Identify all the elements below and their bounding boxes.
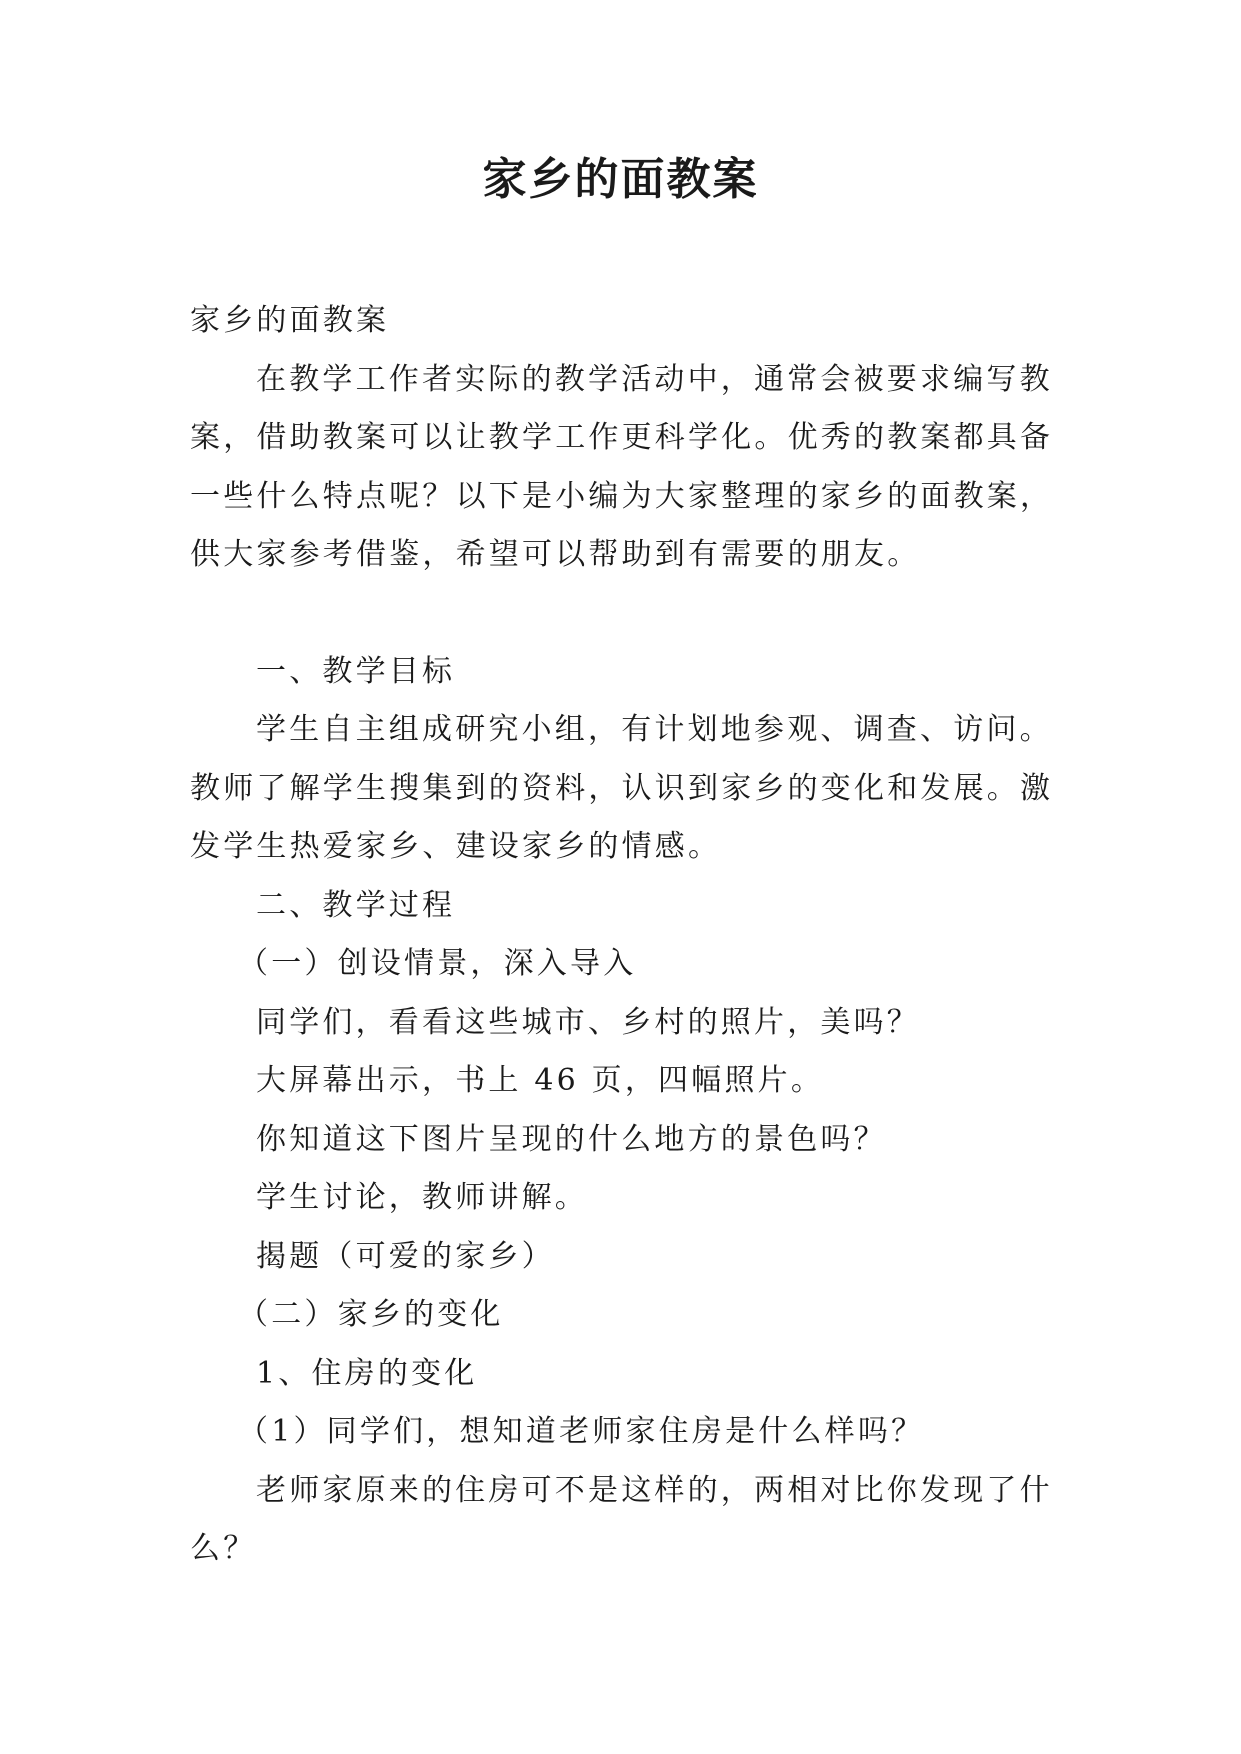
blank-line: [190, 585, 1060, 643]
subtitle-line: 家乡的面教案: [190, 303, 390, 338]
process-line: 揭题（可爱的家乡）: [256, 1238, 555, 1274]
process-line: 大屏幕出示，书上 46 页，四幅照片。: [256, 1063, 825, 1098]
objective-paragraph-line: 发学生热爱家乡、建设家乡的情感。: [190, 829, 722, 864]
intro-paragraph-line: 案，借助教案可以让教学工作更科学化。优秀的教案都具备: [190, 420, 1054, 455]
process-line: 同学们，看看这些城市、乡村的照片，美吗？: [256, 1004, 920, 1040]
item-line: 老师家原来的住房可不是这样的，两相对比你发现了什: [256, 1472, 1053, 1508]
process-line: 你知道这下图片呈现的什么地方的景色吗？: [256, 1121, 887, 1157]
section-heading: 一、教学目标: [256, 653, 456, 689]
process-line: 学生讨论，教师讲解。: [256, 1180, 588, 1215]
objective-paragraph-line: 教师了解学生搜集到的资料，认识到家乡的变化和发展。激: [190, 770, 1054, 806]
objective-paragraph-line: 学生自主组成研究小组，有计划地参观、调查、访问。: [256, 712, 1053, 747]
intro-paragraph-line: 供大家参考借鉴，希望可以帮助到有需要的朋友。: [190, 537, 921, 572]
document-body: [190, 292, 1060, 1579]
subsection-heading: （一）创设情景，深入导入: [238, 946, 637, 981]
intro-paragraph-line: 一些什么特点呢？以下是小编为大家整理的家乡的面教案，: [190, 478, 1054, 514]
item-line: （1）同学们，想知道老师家住房是什么样吗？: [238, 1414, 925, 1449]
section-heading: 二、教学过程: [256, 887, 456, 923]
item-heading: 1、住房的变化: [256, 1355, 478, 1391]
intro-paragraph-line: 在教学工作者实际的教学活动中，通常会被要求编写教: [256, 361, 1053, 397]
item-line: 么？: [190, 1531, 257, 1566]
document-title: 家乡的面教案: [482, 154, 759, 205]
subsection-heading: （二）家乡的变化: [238, 1297, 504, 1332]
